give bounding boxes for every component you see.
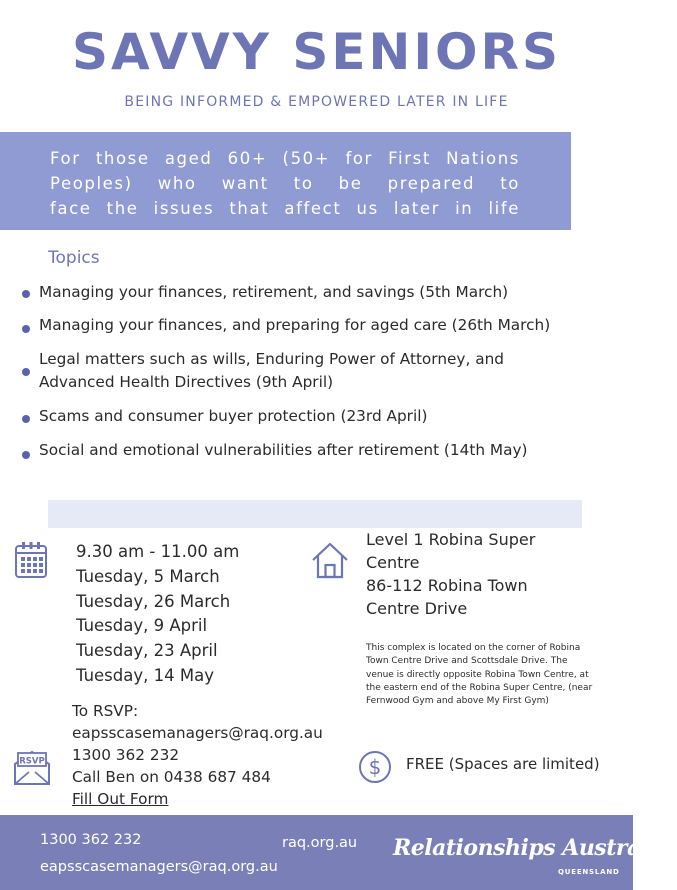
bullet-icon — [22, 368, 30, 376]
footer — [0, 815, 677, 890]
rsvp-contact: Call Ben on 0438 687 484 — [72, 768, 271, 786]
bullet-icon — [22, 451, 30, 459]
calendar-icon — [14, 541, 48, 583]
dollar-icon — [358, 750, 392, 788]
topic-text: Managing your finances, and preparing for aged care (26th March) — [39, 316, 551, 334]
rsvp-phone: 1300 362 232 — [72, 746, 180, 764]
footer-website-link[interactable]: raq.org.au — [282, 835, 358, 851]
session-date: Tuesday, 9 April — [76, 616, 208, 636]
venue-address — [366, 528, 535, 620]
svg-text:$: $ — [368, 755, 382, 779]
audience-banner — [0, 132, 571, 230]
topic-text: Managing your finances, retirement, and savings (5th March) — [39, 283, 509, 301]
session-date: Tuesday, 14 May — [76, 665, 214, 685]
topic-text: Social and emotional vulnerabilities after retirement (14th May) — [39, 441, 528, 459]
bullet-icon — [22, 325, 30, 333]
address-line: Centre — [366, 553, 420, 572]
session-time: 9.30 am - 11.00 am — [76, 542, 240, 561]
footer-email[interactable]: eapsscasemanagers@raq.org.au — [40, 859, 278, 875]
section-divider-band — [48, 500, 582, 528]
venue-directions-note: This complex is located on the corner of Robina Town Centre Drive and Scottsdale Drive. The venue is directly opposite Robina Town Centre, at the eastern end of the Robina Super Centre, (near Fernwood Gym and above My First Gym) — [366, 643, 593, 707]
topic-text: Scams and consumer buyer protection (23rd April) — [39, 407, 428, 425]
footer-phone[interactable]: 1300 362 232 — [40, 832, 142, 848]
banner-line: face the issues that affect us later in life — [50, 199, 520, 218]
page-subtitle: BEING INFORMED & EMPOWERED LATER IN LIFE — [124, 94, 509, 110]
topics-heading: Topics — [48, 248, 100, 268]
bullet-icon — [22, 415, 30, 423]
session-date: Tuesday, 5 March — [76, 566, 220, 586]
cost-text: FREE (Spaces are limited) — [406, 755, 600, 773]
bullet-icon — [22, 290, 30, 298]
banner-line: Peoples) who want to be prepared to — [50, 174, 520, 193]
address-line: Centre Drive — [366, 599, 468, 618]
rsvp-icon-label: RSVP — [19, 756, 45, 767]
rsvp-envelope-icon — [13, 746, 51, 790]
relationships-australia-logo: Relationships Australia. — [393, 835, 677, 861]
home-icon — [310, 540, 350, 584]
rsvp-details — [72, 700, 323, 810]
logo-subtitle: QUEENSLAND — [558, 868, 620, 876]
topic-text: Legal matters such as wills, Enduring Power of Attorney, and — [39, 350, 504, 368]
rsvp-email: eapsscasemanagers@raq.org.au — [72, 724, 323, 742]
session-date: Tuesday, 26 March — [76, 591, 231, 611]
topic-text: Advanced Health Directives (9th April) — [39, 373, 334, 391]
rsvp-line: To RSVP: — [72, 702, 139, 720]
page-title: SAVVY SENIORS — [72, 23, 561, 81]
address-line: 86-112 Robina Town — [366, 576, 528, 595]
banner-line: For those aged 60+ (50+ for First Nations — [50, 149, 520, 168]
fill-out-form-link[interactable]: Fill Out Form — [72, 790, 169, 808]
audience-banner-text — [50, 146, 520, 221]
address-line: Level 1 Robina Super — [366, 530, 536, 549]
session-times — [76, 540, 239, 689]
session-date: Tuesday, 23 April — [76, 641, 218, 661]
